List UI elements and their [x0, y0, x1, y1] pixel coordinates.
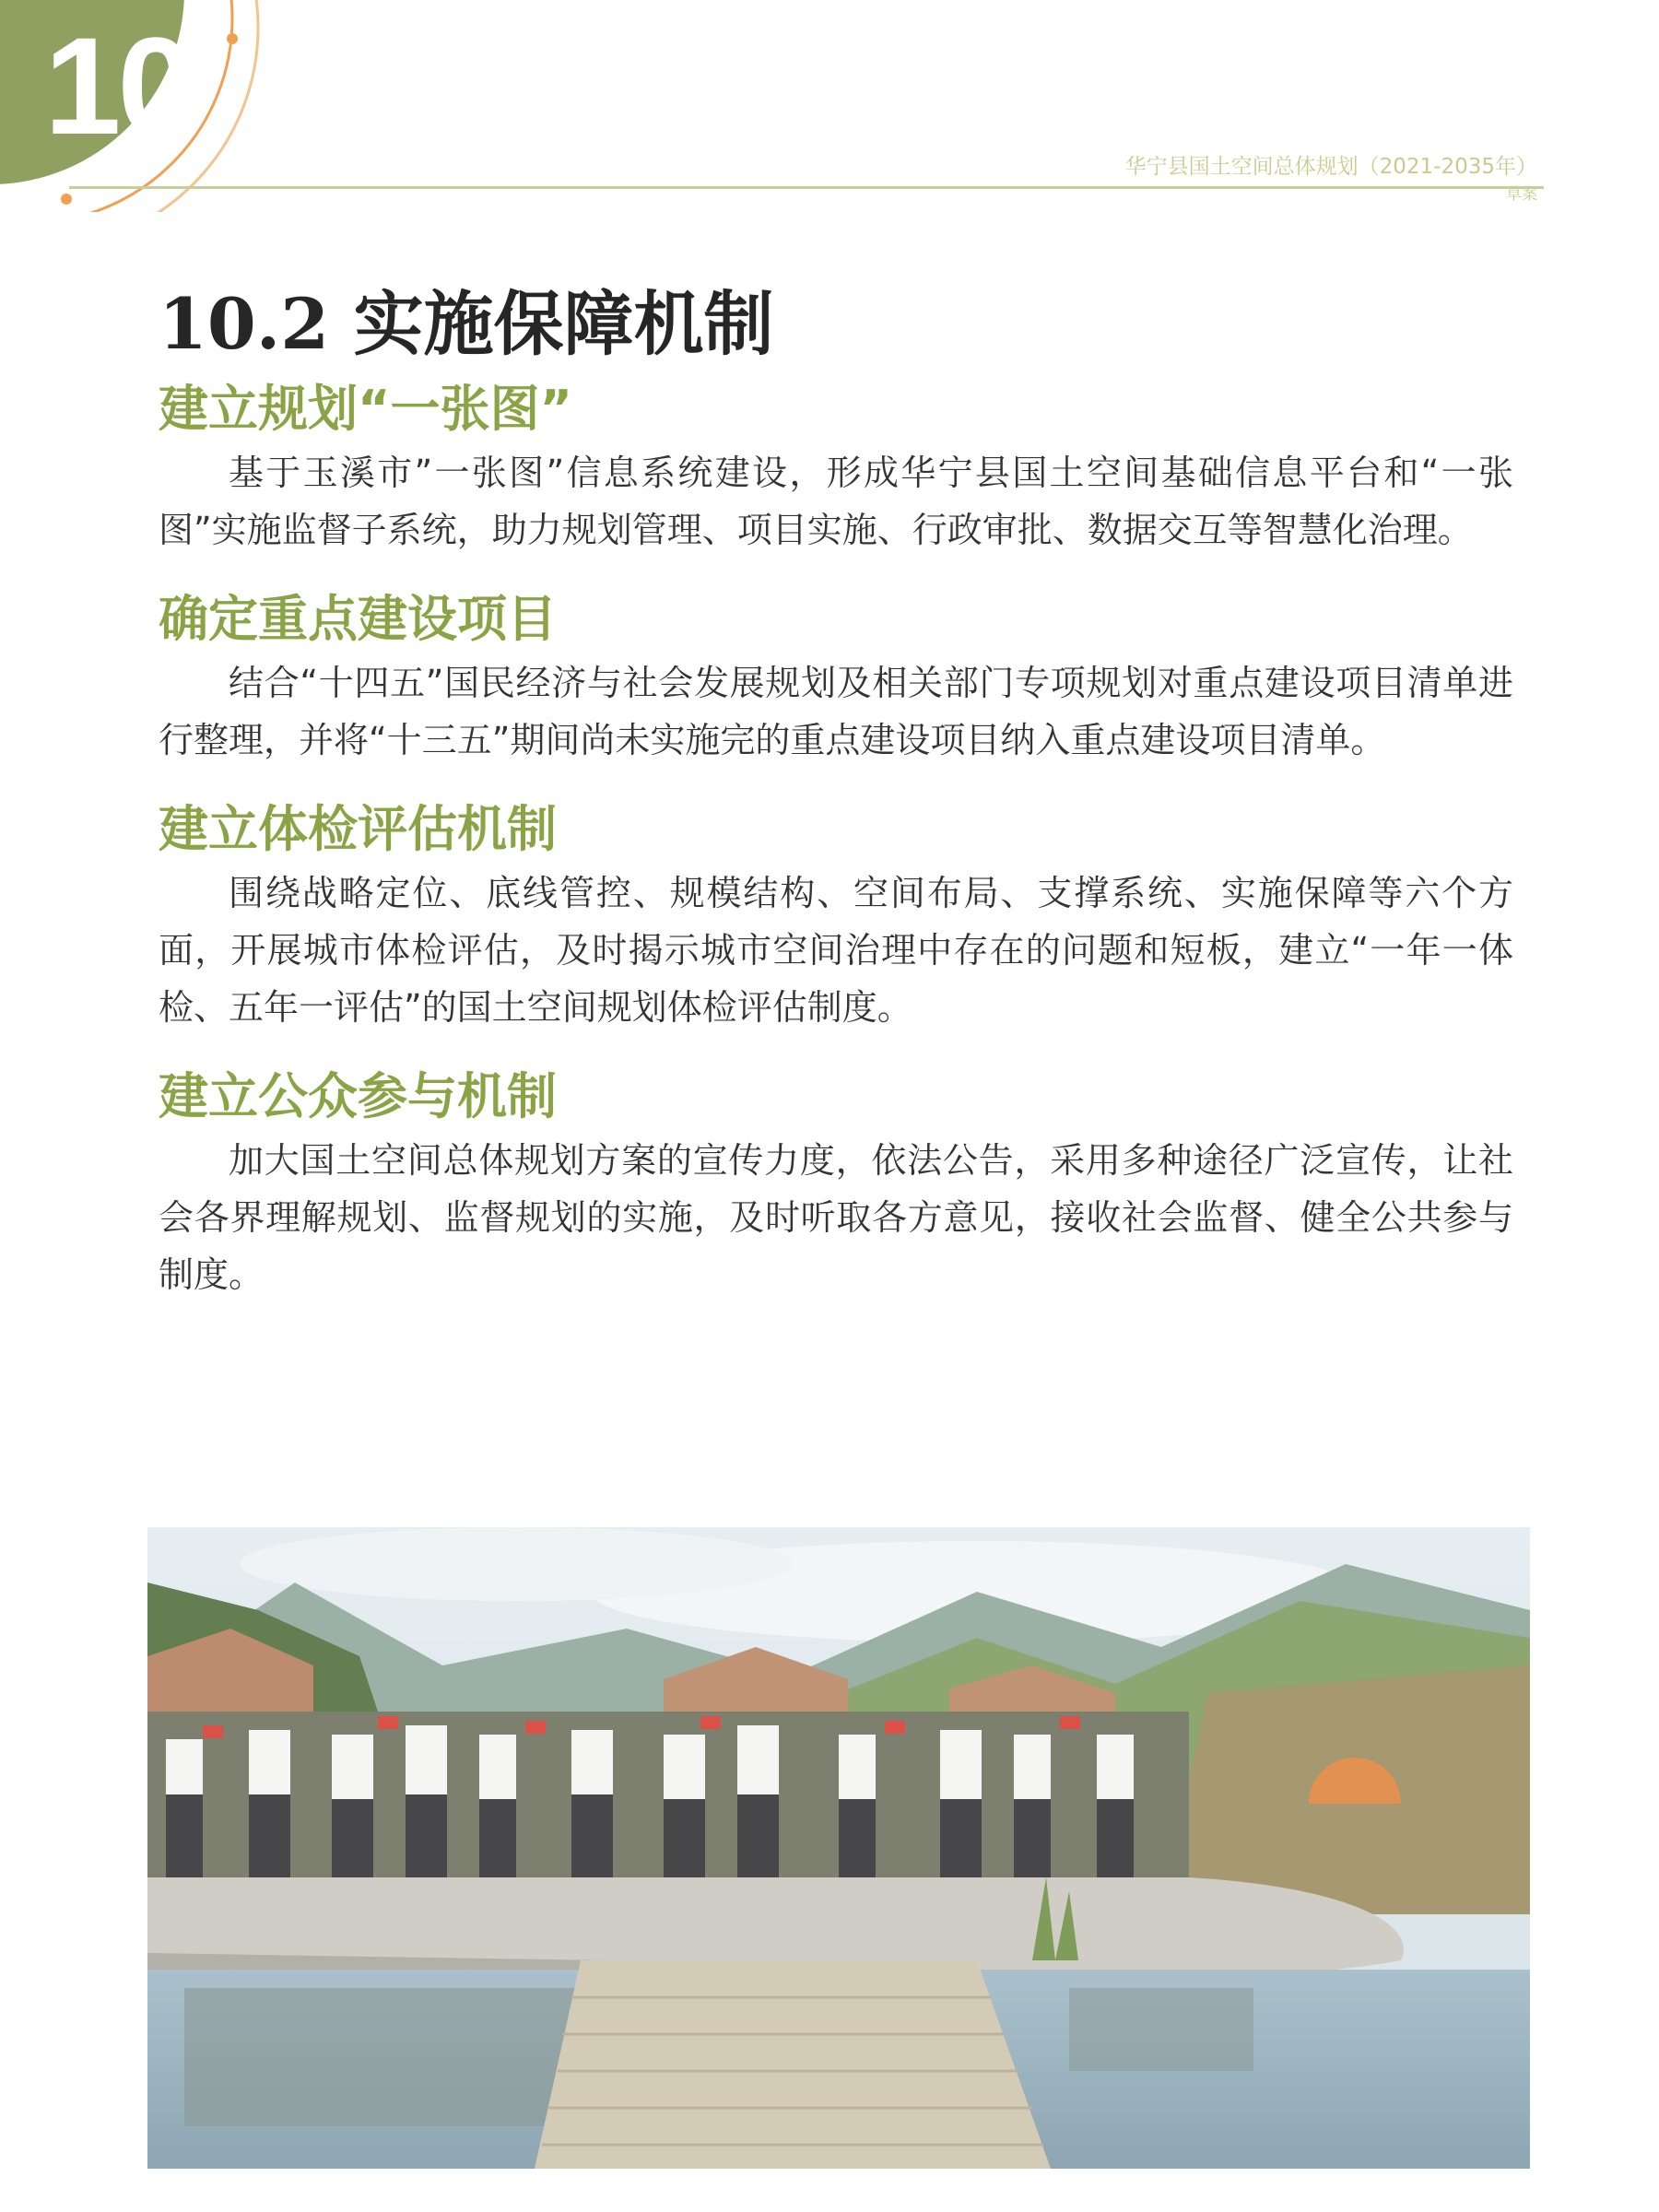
- block-evaluation: [159, 794, 1513, 1036]
- document-title: 华宁县国土空间总体规划（2021-2035年）: [1124, 155, 1537, 179]
- block-heading: 确定重点建设项目: [159, 590, 557, 648]
- block-body: 基于玉溪市”一张图”信息系统建设，形成华宁县国土空间基础信息平台和“一张图”实施监督子系统，助力规划管理、项目实施、行政审批、数据交互等智慧化治理。: [159, 453, 1513, 550]
- block-heading: 建立规划“一张图”: [159, 380, 572, 438]
- event-photo: [147, 1527, 1530, 2169]
- chapter-number: 10: [44, 8, 191, 163]
- block-key-projects: [159, 584, 1513, 769]
- header-divider: [69, 186, 1544, 189]
- section-title: 10.2 实施保障机制: [159, 282, 774, 365]
- block-body: 围绕战略定位、底线管控、规模结构、空间布局、支撑系统、实施保障等六个方面，开展城市体检评估，及时揭示城市空间治理中存在的问题和短板，建立“一年一体检、五年一评估”的国土空间规划体检评估制度。: [159, 873, 1513, 1028]
- content-area: [159, 374, 1513, 1329]
- block-one-map: [159, 374, 1513, 559]
- block-body: 加大国土空间总体规划方案的宣传力度，依法公告，采用多种途径广泛宣传，让社会各界理解规划、监督规划的实施，及时听取各方意见，接收社会监督、健全公共参与制度。: [159, 1140, 1513, 1295]
- block-heading: 建立公众参与机制: [159, 1067, 557, 1125]
- document-subtitle: 草案: [1506, 185, 1537, 204]
- event-photo-illustration: [147, 1527, 1530, 2169]
- block-body: 结合“十四五”国民经济与社会发展规划及相关部门专项规划对重点建设项目清单进行整理，并将“十三五”期间尚未实施完的重点建设项目纳入重点建设项目清单。: [159, 663, 1513, 760]
- block-public-participation: [159, 1062, 1513, 1303]
- block-heading: 建立体检评估机制: [159, 800, 557, 858]
